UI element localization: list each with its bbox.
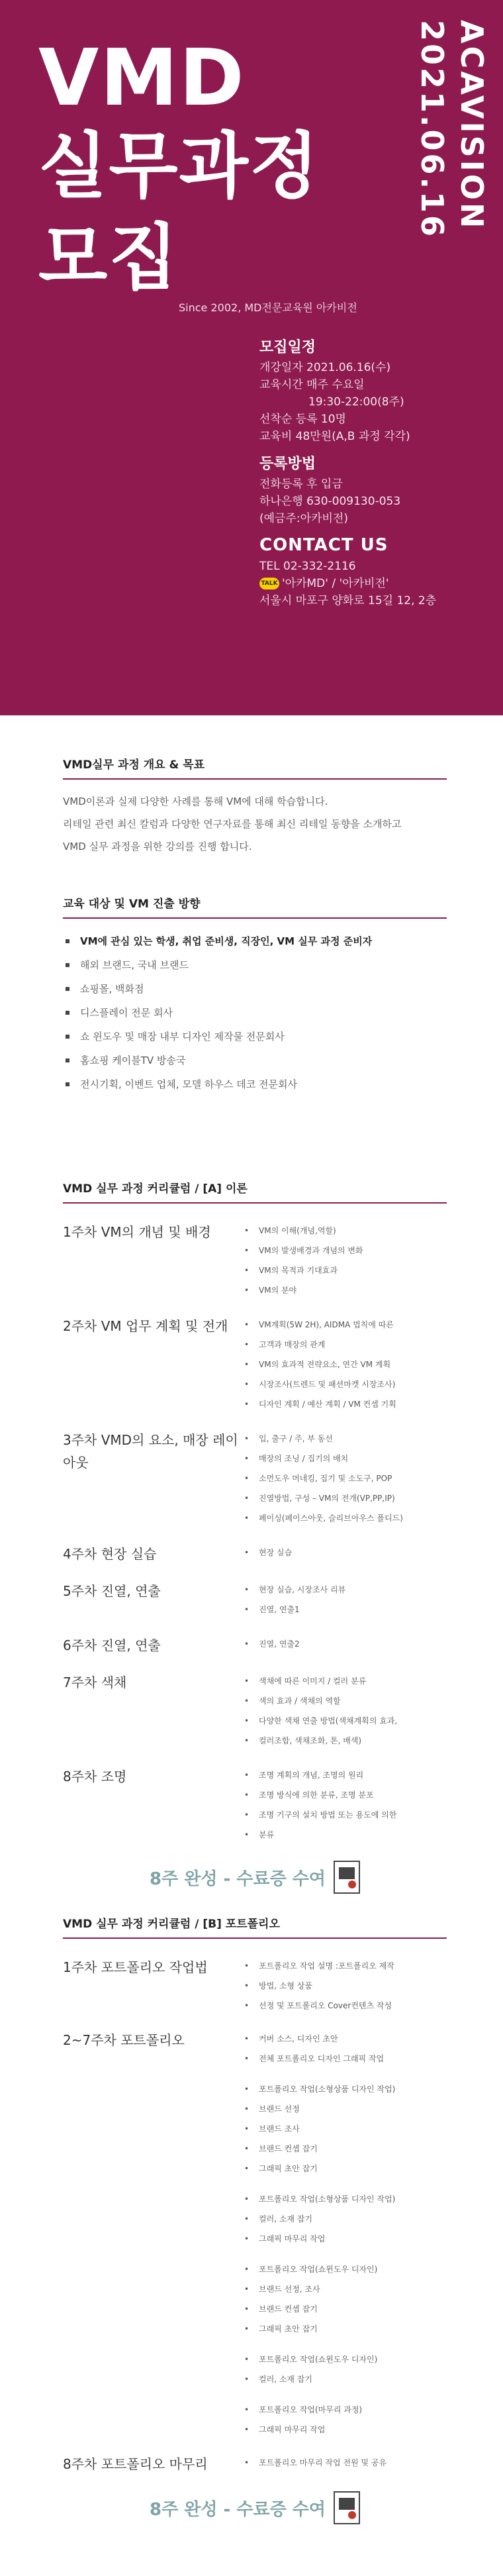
overview-line: VMD이론과 실제 다양한 사례를 통해 VM에 대해 학습합니다. (63, 796, 328, 807)
topic-item: • 페이싱(페이스아웃, 슬리브아우스 폴디드) (242, 1508, 447, 1528)
topic-item: • VM계획(5W 2H), AIDMA 법칙에 따른 (242, 1315, 447, 1335)
curriculum-row (63, 1429, 447, 1528)
topic-item: • 진열, 연출2 (242, 1634, 447, 1654)
curriculum-a-section (63, 1179, 447, 1894)
hero-title-recruit: 모집 (38, 217, 179, 299)
week-label: 1주차 VM의 개념 및 배경 (63, 1224, 211, 1240)
info-panel (259, 338, 498, 619)
curriculum-row (63, 1765, 447, 1845)
topic-item: • 그래픽 초안 잡기 (242, 2159, 447, 2179)
topic-item: • 입, 출구 / 주, 부 동선 (242, 1429, 447, 1449)
week-topics (242, 1543, 447, 1565)
week-label: 2~7주차 포트폴리오 (63, 2032, 185, 2048)
week-topics (242, 1634, 447, 1657)
contact-tel[interactable]: TEL 02-332-2116 (259, 560, 356, 573)
curriculum-row (63, 1671, 447, 1751)
register-block (259, 454, 498, 527)
completion-badge (63, 2491, 447, 2524)
topic-item: • VM의 분야 (242, 1280, 447, 1300)
topic-item: • 방법, 소형 상품 (242, 1976, 447, 1996)
schedule-line: 개강일자 2021.06.16(수) (259, 361, 391, 374)
topic-item: • 브랜드 컨셉 잡기 (242, 2139, 447, 2159)
schedule-line: 교육비 48만원(A,B 과정 각각) (259, 430, 410, 443)
curriculum-b-section (63, 1914, 447, 2524)
topic-item: • 포트폴리오 작업(소형상품 디자인 작업) (242, 2079, 447, 2099)
week-topics (242, 2029, 447, 2440)
week-label: 7주차 색채 (63, 1674, 127, 1690)
hero-title-vmd: VMD (38, 32, 246, 123)
topic-item: • 컬러조합, 색채조화, 톤, 배색) (242, 1731, 447, 1751)
overview-text (63, 790, 447, 858)
contact-channel[interactable] (259, 575, 498, 592)
week-label: 4주차 현장 실습 (63, 1546, 157, 1562)
topic-item: • 브랜드 선정 (242, 2099, 447, 2119)
curriculum-row (63, 2453, 447, 2475)
schedule-line: 19:30-22:00(8주) (308, 395, 404, 409)
topic-item: • 조명 방식에 의한 분류, 조명 분포 (242, 1785, 447, 1805)
register-line: 전화등록 후 입금 (259, 478, 343, 491)
overview-section (63, 755, 447, 858)
hero-banner (0, 0, 503, 715)
channel-name: '아카MD' / '아카비전' (282, 577, 389, 590)
week-topics (242, 1221, 447, 1300)
topic-item: • 커버 소스, 디자인 초안 (242, 2029, 447, 2049)
topic-item: • 매장의 조닝 / 집기의 배치 (242, 1449, 447, 1468)
topic-item: • 소먼도우 머네킹, 집기 및 소도구, POP (242, 1468, 447, 1488)
topic-item: • 컬러, 소재 잡기 (242, 2209, 447, 2229)
list-item: 전시기획, 이벤트 업체, 모델 하우스 데코 전문회사 (63, 1072, 447, 1096)
list-item: 해외 브랜드, 국내 브랜드 (63, 953, 447, 977)
week-topics (242, 2453, 447, 2475)
topic-item: • 그래픽 초안 잡기 (242, 2319, 447, 2339)
topic-item: • 그래픽 마무리 작업 (242, 2420, 447, 2440)
target-title: 교육 대상 및 VM 진출 방향 (63, 894, 447, 919)
week-topics (242, 1956, 447, 2016)
overview-line: VMD 실무 과정을 위한 강의를 진행 합니다. (63, 841, 252, 852)
overview-title: VMD실무 과정 개요 & 목표 (63, 755, 447, 780)
topic-item: • 조명 기구의 설치 방법 또는 용도에 의한 (242, 1805, 447, 1825)
topic-item: • 현장 실습, 시장조사 리뷰 (242, 1580, 447, 1600)
topic-item: • 진열, 연출1 (242, 1600, 447, 1620)
certificate-icon (334, 1861, 360, 1894)
target-list (63, 929, 447, 1096)
topic-item: • VM의 목적과 기대효과 (242, 1261, 447, 1280)
register-title: 등록방법 (259, 456, 316, 472)
week-topics (242, 1429, 447, 1528)
week-topics (242, 1315, 447, 1414)
topic-item: • 전체 포트폴리오 디자인 그래픽 작업 (242, 2049, 447, 2069)
curriculum-a-table (63, 1221, 447, 1845)
date-vertical: 2021.06.16 (414, 20, 450, 240)
curriculum-a-title: VMD 실무 과정 커리큘럼 / [A] 이론 (63, 1179, 447, 1204)
curriculum-b-title: VMD 실무 과정 커리큘럼 / [B] 포트폴리오 (63, 1914, 447, 1939)
week-label: 8주차 포트폴리오 마무리 (63, 2456, 208, 2472)
curriculum-row (63, 1634, 447, 1657)
contact-title: CONTACT US (259, 535, 389, 555)
contact-block (259, 537, 498, 609)
list-item: 디스플레이 전문 회사 (63, 1001, 447, 1025)
curriculum-row (63, 1580, 447, 1620)
topic-item: • 포트폴리오 마무리 작업 전원 및 공유 (242, 2453, 447, 2473)
topic-item: • 선정 및 포트폴리오 Cover컨텐츠 작성 (242, 1996, 447, 2016)
topic-item: • 포트폴리오 작업 설명 :포트폴리오 제작 (242, 1956, 447, 1976)
topic-item: • 시장조사(트렌드 및 패션마켓 시장조사) (242, 1374, 447, 1394)
completion-text: 8주 완성 - 수료증 수여 (149, 1869, 326, 1889)
topic-item: • 브랜드 선정, 조사 (242, 2279, 447, 2299)
completion-text: 8주 완성 - 수료증 수여 (149, 2499, 326, 2520)
curriculum-b-table (63, 1956, 447, 2475)
topic-item: • 현장 실습 (242, 1543, 447, 1563)
topic-item: • 색의 효과 / 색채의 역할 (242, 1691, 447, 1711)
schedule-block (259, 338, 498, 445)
topic-item: • 분류 (242, 1825, 447, 1845)
topic-item: • 포트폴리오 작업(소형상품 디자인 작업) (242, 2189, 447, 2209)
topic-item: • VM의 이해(개념,역할) (242, 1221, 447, 1241)
list-item: 쇼 윈도우 및 매장 내부 디자인 제작물 전문회사 (63, 1025, 447, 1049)
topic-item: • VM의 효과적 전략요소, 연간 VM 계획 (242, 1355, 447, 1374)
list-item: 홈쇼핑 케이블TV 방송국 (63, 1049, 447, 1072)
topic-item: • 포트폴리오 작업(쇼윈도우 디자인) (242, 2259, 447, 2279)
schedule-line: 선착순 등록 10명 (259, 413, 346, 426)
week-topics (242, 1580, 447, 1620)
target-section (63, 894, 447, 1096)
completion-badge (63, 1861, 447, 1894)
week-label: 8주차 조명 (63, 1769, 127, 1784)
curriculum-row (63, 2029, 447, 2440)
topic-item: • 포트폴리오 작업(쇼윈도우 디자인) (242, 2349, 447, 2369)
curriculum-row (63, 1315, 447, 1414)
list-item: VM에 관심 있는 학생, 취업 준비생, 직장인, VM 실무 과정 준비자 (63, 929, 447, 953)
schedule-title: 모집일정 (259, 339, 316, 356)
register-line: (예금주:아카비전) (259, 512, 348, 525)
topic-item: • 다양한 색채 연출 방법(색채계획의 효과, (242, 1711, 447, 1731)
since-tagline: Since 2002, MD전문교육원 아카비전 (179, 301, 357, 314)
week-label: 2주차 VM 업무 계획 및 전개 (63, 1318, 228, 1334)
curriculum-row (63, 1221, 447, 1300)
curriculum-row (63, 1543, 447, 1565)
curriculum-row (63, 1956, 447, 2016)
topic-item: • VM의 발생배경과 개념의 변화 (242, 1241, 447, 1261)
topic-item: • 디자인 계획 / 예산 계획 / VM 컨셉 기획 (242, 1394, 447, 1414)
hero-title-course: 실무과정 (38, 125, 320, 208)
topic-item: • 조명 계획의 개념, 조명의 원리 (242, 1765, 447, 1785)
week-label: 6주차 진열, 연출 (63, 1637, 161, 1653)
topic-item: • 그래픽 마무리 작업 (242, 2229, 447, 2249)
overview-line: 리테일 관련 최신 칼럼과 다양한 연구자료를 통해 최신 리테일 동향을 소개하고 (63, 818, 402, 830)
topic-item: • 진열방법, 구성 – VM의 전개(VP,PP,IP) (242, 1488, 447, 1508)
register-line: 하나은행 630-009130-053 (259, 495, 401, 508)
certificate-icon (334, 2491, 360, 2524)
contact-address: 서울시 마포구 양화로 15길 12, 2층 (259, 594, 437, 607)
week-topics (242, 1765, 447, 1845)
topic-item: • 포트폴리오 작업(마무리 과정) (242, 2400, 447, 2420)
topic-item: • 브랜드 컨셉 잡기 (242, 2299, 447, 2319)
brand-vertical: ACAVISION (454, 20, 490, 231)
schedule-line: 교육시간 매주 수요일 (259, 378, 365, 391)
list-item: 쇼핑몰, 백화점 (63, 977, 447, 1001)
topic-item: • 컬러, 소재 잡기 (242, 2369, 447, 2389)
topic-item: • 색채에 따른 이미지 / 컬러 분류 (242, 1671, 447, 1691)
week-label: 1주차 포트폴리오 작업법 (63, 1959, 208, 1975)
week-topics (242, 1671, 447, 1751)
kakaotalk-icon: TALK (259, 578, 279, 590)
week-label: 3주차 VMD의 요소, 매장 레이아웃 (63, 1432, 238, 1470)
topic-item: • 고객과 매장의 관계 (242, 1335, 447, 1355)
topic-item: • 브랜드 조사 (242, 2119, 447, 2139)
week-label: 5주차 진열, 연출 (63, 1583, 161, 1599)
